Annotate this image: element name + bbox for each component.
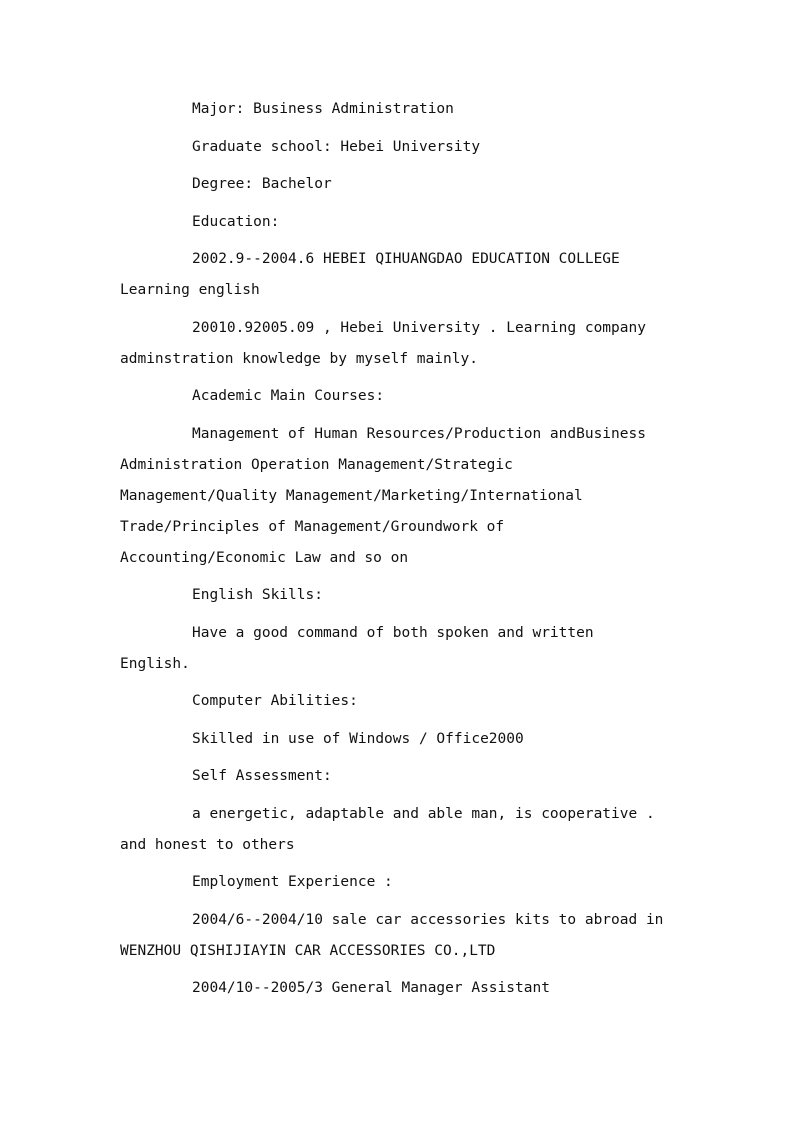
major-line: Major: Business Administration xyxy=(192,101,454,117)
courses-list: Management of Human Resources/Production andBusiness Administration Operation Management/Strategic Management/Quality Management/Marketing/International Trade/Principles of Management/Groundwork of Accounting/Economic Law and so on xyxy=(120,425,646,566)
education-entry-1: 2002.9--2004.6 HEBEI QIHUANGDAO EDUCATION COLLEGE Learning english xyxy=(120,251,620,298)
english-skills-heading: English Skills: xyxy=(192,587,323,603)
education-heading: Education: xyxy=(192,213,280,230)
employment-entry-2: 2004/10--2005/3 General Manager Assistant xyxy=(192,980,550,996)
employment-entry-1: 2004/6--2004/10 sale car accessories kits to abroad in WENZHOU QISHIJIAYIN CAR ACCESSORIES CO.,LTD xyxy=(120,911,664,959)
graduate-school-line: Graduate school: Hebei University xyxy=(192,138,481,155)
english-skills-text: Have a good command of both spoken and written English. xyxy=(120,624,594,672)
self-assessment-text: a energetic, adaptable and able man, is cooperative . and honest to others xyxy=(120,805,655,853)
computer-abilities-text: Skilled in use of Windows / Office2000 xyxy=(192,730,524,747)
resume-body xyxy=(120,94,665,1011)
employment-heading: Employment Experience : xyxy=(192,874,393,890)
education-entry-2: 20010.92005.09 , Hebei University . Learning company adminstration knowledge by myself mainly. xyxy=(120,319,646,367)
self-assessment-heading: Self Assessment: xyxy=(192,768,332,784)
degree-line: Degree: Bachelor xyxy=(192,176,332,192)
computer-abilities-heading: Computer Abilities: xyxy=(192,693,358,709)
courses-heading: Academic Main Courses: xyxy=(192,388,385,404)
